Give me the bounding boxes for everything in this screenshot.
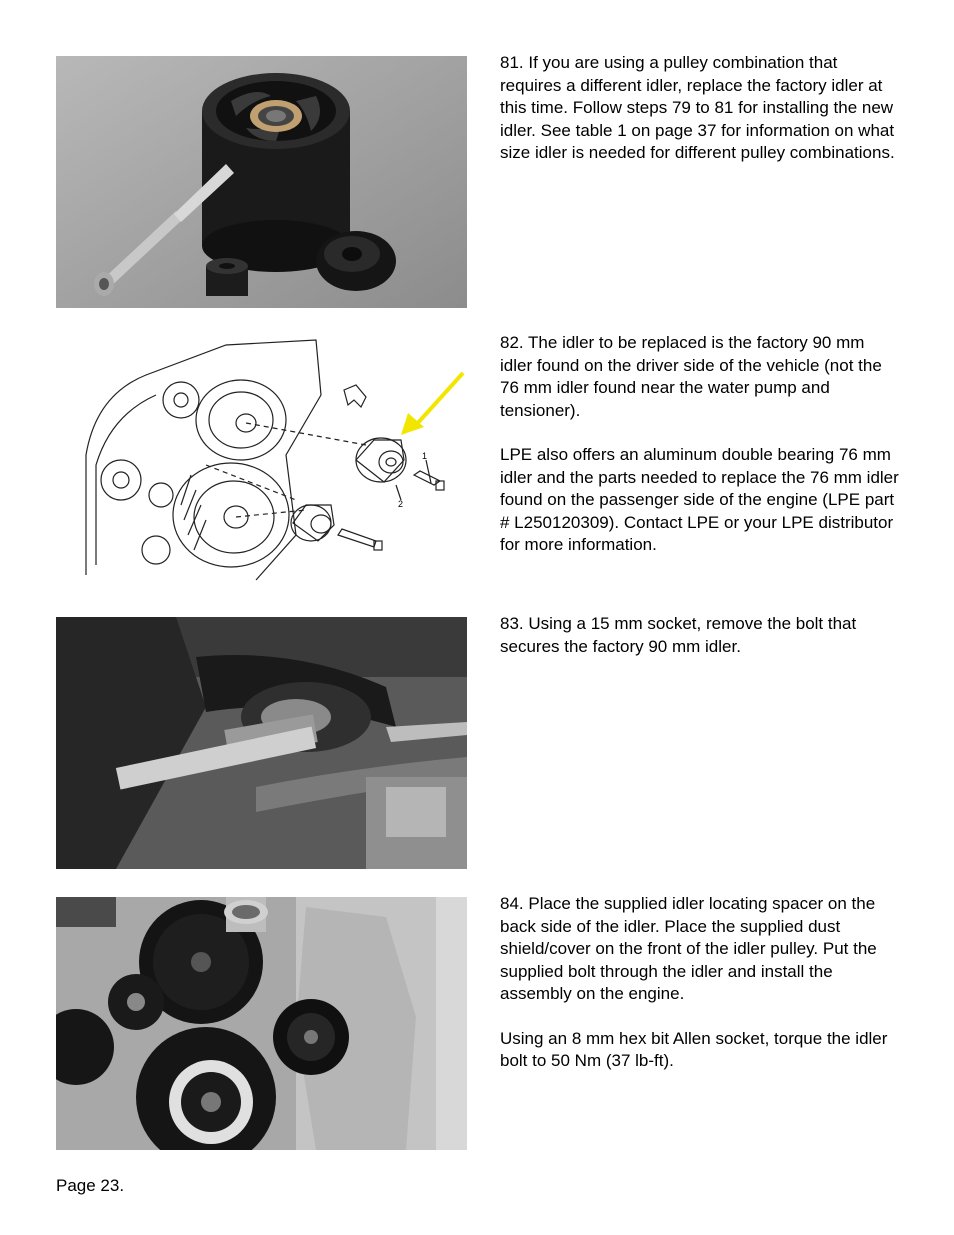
step-82-text — [500, 332, 900, 557]
step-82-paragraph-1: 82. The idler to be replaced is the factory 90 mm idler found on the driver side of the vehicle (not the 76 mm idler found near the water pump and tensioner). — [500, 333, 882, 420]
step-81-text — [500, 52, 900, 165]
step-81-paragraph: 81. If you are using a pulley combination that requires a different idler, replace the factory idler at this time. Follow steps 79 to 81 for installing the new idler. See table 1 on page 37 for information on what size idler is needed for different pulley combinations. — [500, 53, 895, 162]
step-83-paragraph: 83. Using a 15 mm socket, remove the bolt that secures the factory 90 mm idler. — [500, 614, 857, 656]
socket-removal-photo — [56, 617, 467, 869]
yellow-arrow-icon — [401, 373, 463, 435]
step-83-text — [500, 613, 900, 658]
installed-idler-photo — [56, 897, 467, 1150]
callout-2: 2 — [398, 499, 404, 509]
step-84-paragraph-2: Using an 8 mm hex bit Allen socket, torque the idler bolt to 50 Nm (37 lb-ft). — [500, 1028, 888, 1070]
idler-location-diagram — [56, 335, 467, 585]
step-82-paragraph-2: LPE also offers an aluminum double bearing 76 mm idler and the parts needed to replace the 76 mm idler found on the passenger side of the engine (LPE part # L250120309). Contact LPE or your LPE distributor for more information. — [500, 445, 899, 554]
idler-parts-photo — [56, 56, 467, 308]
page-number: Page 23. — [56, 1176, 125, 1195]
step-84-paragraph-1: 84. Place the supplied idler locating spacer on the back side of the idler. Place the supplied dust shield/cover on the front of the idler pulley. Put the supplied bolt through the idler and install the assembly on the engine. — [500, 894, 877, 1003]
callout-1: 1 — [422, 451, 428, 461]
step-84-text — [500, 893, 900, 1073]
